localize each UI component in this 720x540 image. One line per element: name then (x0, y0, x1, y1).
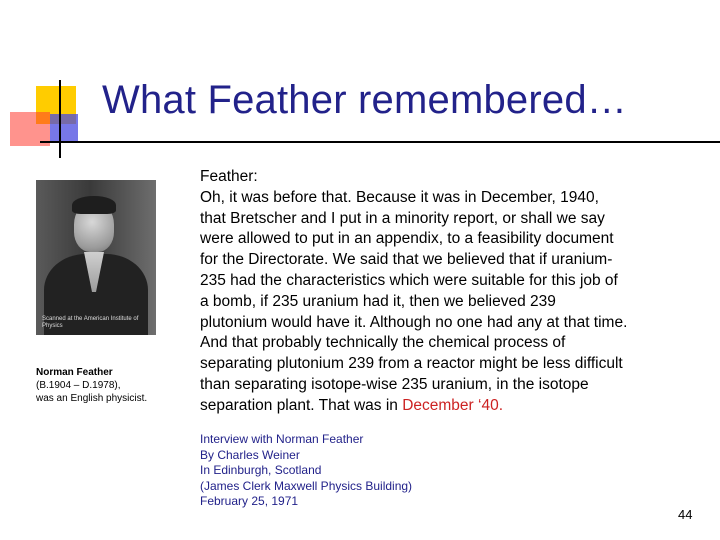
title-underline (40, 141, 720, 143)
quote-line: Oh, it was before that. Because it was in December, 1940, (200, 188, 599, 206)
quote-last-line (200, 396, 700, 417)
citation-line: By Charles Weiner (200, 447, 300, 462)
slide-title: What Feather remembered… (102, 78, 627, 122)
quote-last-line-text: separation plant. That was in (200, 396, 403, 414)
citation-line: Interview with Norman Feather (200, 432, 364, 446)
page-number: 44 (678, 507, 693, 522)
decorative-blue-square (50, 114, 78, 142)
caption-dates: (B.1904 – D.1978), (36, 380, 121, 391)
caption-name: Norman Feather (36, 367, 113, 378)
citation-line: (James Clerk Maxwell Physics Building) (200, 478, 413, 493)
citation-line: February 25, 1971 (200, 494, 299, 508)
caption-description: was an English physicist. (36, 393, 148, 404)
photo-caption (36, 366, 176, 405)
quote-speaker: Feather: (200, 168, 258, 185)
quote-line: 235 had the characteristics which were suitable for this job of (200, 271, 618, 289)
citation-line: In Edinburgh, Scotland (200, 463, 322, 477)
quote-highlight-date: December ‘40. (402, 396, 503, 414)
quote-line: for the Directorate. We said that we believed that if uranium- (200, 251, 613, 269)
quote-line: And that probably technically the chemical process of (200, 334, 566, 352)
quote-line: that Bretscher and I put in a minority report, or shall we say (200, 209, 605, 227)
quote-line: a bomb, if 235 uranium had it, then we believed 239 (200, 292, 556, 310)
portrait-hair (72, 196, 116, 214)
portrait-photo (36, 180, 156, 335)
quote-line: were allowed to put in an appendix, to a feasibility document (200, 230, 614, 248)
quote-line: separating plutonium 239 from a reactor might be less difficult (200, 355, 623, 373)
quote-block (200, 167, 700, 417)
quote-line: plutonium would have it. Although no one had any at that time. (200, 313, 628, 331)
interview-citation (200, 432, 500, 510)
quote-line: than separating isotope-wise 235 uranium, in the isotope (200, 375, 589, 393)
photo-credit: Scanned at the American Institute of Physics (42, 316, 139, 329)
decorative-vertical-line (59, 80, 61, 158)
